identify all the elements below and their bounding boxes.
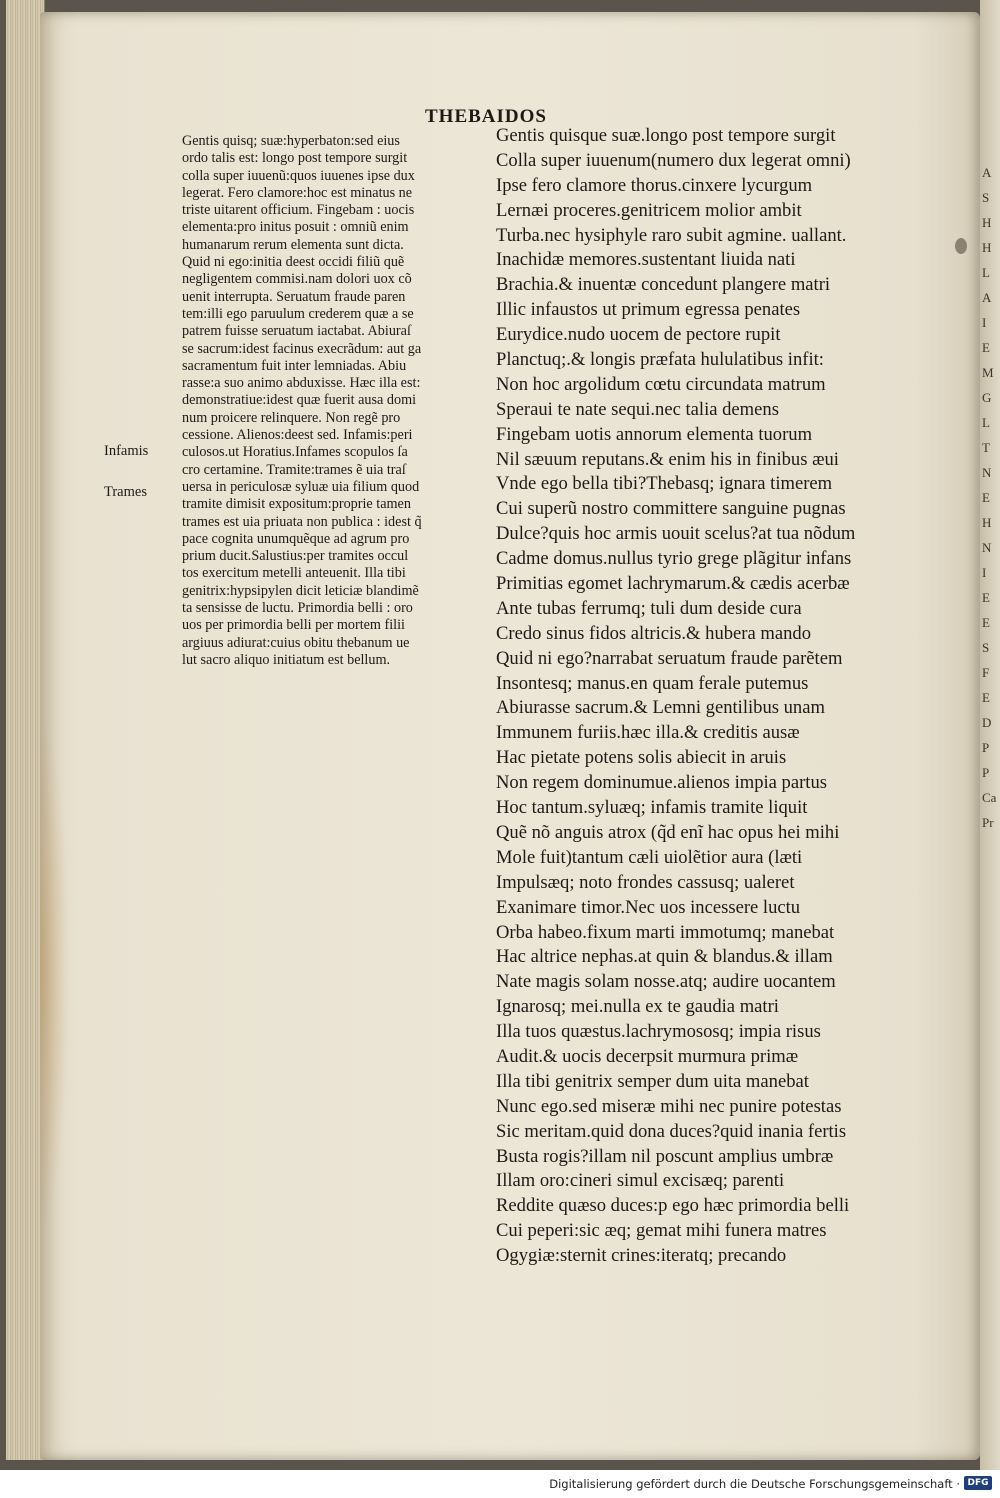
commentary-line: pace cognita unumquẽque ad agrum pro (182, 530, 410, 547)
commentary-line: demonstratiue:idest quæ fuerit ausa domi (182, 392, 417, 409)
commentary-line: negligentem commisi.nam dolori uox cõ (182, 271, 412, 288)
paper-blemish (955, 238, 967, 254)
commentary-line: ta sensisse de luctu. Primordia belli : oro (182, 600, 413, 617)
facing-page-letter: H (982, 215, 992, 230)
commentary-line: cro certamine. Tramite:trames ẽ uia traſ (182, 461, 406, 478)
verse-line: Cui superũ nostro committere sanguine pugnas (496, 498, 846, 520)
facing-page-letter: E (982, 340, 990, 355)
facing-page-letter: A (982, 165, 992, 180)
verse-line: Inachidæ memores.sustentant liuida nati (496, 249, 796, 271)
facing-page-letter: M (982, 365, 994, 380)
facing-page-letter: Pr (982, 815, 994, 830)
facing-page-letter: L (982, 415, 990, 430)
commentary-line: humanarum rerum elementa sunt dicta. (182, 236, 404, 253)
verse-line: Sic meritam.quid dona duces?quid inania fertis (496, 1120, 847, 1142)
facing-page-letter: E (982, 690, 990, 705)
dfg-logo-icon: DFG (964, 1476, 992, 1490)
commentary-line: tramite dimisit expositum:proprie tamen (182, 496, 411, 513)
facing-page-letter: T (982, 440, 990, 455)
verse-line: Dulce?quis hoc armis uouit scelus?at tua nõdum (496, 523, 856, 545)
facing-page-letter: H (982, 240, 992, 255)
verse-line: Quẽ nõ anguis atrox (q̃d enĩ hac opus hei mihi (496, 821, 840, 843)
verse-line: Cadme domus.nullus tyrio grege plãgitur infans (496, 548, 852, 570)
verse-line: Immunem furiis.hæc illa.& creditis ausæ (496, 722, 800, 744)
verse-line: Primitias egomet lachrymarum.& cædis acerbæ (496, 573, 850, 595)
verse-line: Hac altrice nephas.at quin & blandus.& illam (496, 946, 833, 968)
verse-line: Illa tuos quæstus.lachrymososq; impia risus (496, 1021, 821, 1043)
verse-line: Nate magis solam nosse.atq; audire uocantem (496, 971, 836, 993)
commentary-line: rasse:a suo animo abduxisse. Hæc illa est: (182, 375, 421, 392)
verse-line: Non regem dominumue.alienos impia partus (496, 772, 828, 794)
margin-note-trames: Trames (104, 484, 147, 500)
commentary-line: ordo talis est: longo post tempore surgit (182, 150, 408, 167)
verse-line: Colla super iuuenum(numero dux legerat omni) (496, 149, 851, 171)
facing-page-edge (980, 0, 1000, 1470)
commentary-line: tos exercitum metelli anteuenit. Illa tibi (182, 565, 406, 582)
verse-line: Hoc tantum.syluæq; infamis tramite liquit (496, 797, 808, 819)
commentary-line: Quid ni ego:initia deest occidi filiũ quẽ (182, 254, 405, 271)
commentary-line: legerat. Fero clamore:hoc est minatus ne (182, 184, 413, 201)
water-stain (40, 712, 70, 1232)
commentary-line: lut sacro aliquo initiatum est bellum. (182, 651, 391, 668)
facing-page-letter: I (982, 315, 987, 330)
facing-page-letter: P (982, 765, 990, 780)
verse-line: Nil sæuum reputans.& enim his in finibus æui (496, 448, 839, 470)
verse-line: Cui peperi:sic æq; gemat mihi funera matres (496, 1220, 827, 1242)
verse-line: Reddite quæso duces:p ego hæc primordia belli (496, 1195, 850, 1217)
commentary-line: tem:illi ego paruulum crederem quæ a se (182, 305, 414, 322)
verse-line: Brachia.& inuentæ concedunt plangere matri (496, 274, 831, 296)
verse-line: Eurydice.nudo uocem de pectore rupit (496, 324, 781, 346)
facing-page-letter: E (982, 615, 990, 630)
funding-credit: Digitalisierung gefördert durch die Deutsche Forschungsgemeinschaft · (549, 1477, 960, 1491)
commentary-line: trames est uia priuata non publica : idest q̃ (182, 513, 422, 530)
facing-page-letter: S (982, 640, 990, 655)
facing-page-letter: S (982, 190, 990, 205)
facing-page-letter: F (982, 665, 990, 680)
commentary-line: elementa:pro initus posuit : omniũ enim (182, 219, 409, 236)
commentary-line: Gentis quisq; suæ:hyperbaton:sed eius (182, 133, 400, 149)
verse-line: Abiurasse sacrum.& Lemni gentilibus unam (496, 697, 825, 719)
commentary-line: culosos.ut Horatius.Infames scopulos ſa (182, 444, 408, 461)
commentary-line: se sacrum:idest facinus execrãdum: aut ga (182, 340, 422, 357)
commentary-line: uenit interrupta. Seruatum fraude paren (182, 288, 406, 305)
verse-line: Non hoc argolidum cœtu circundata matrum (496, 373, 826, 395)
commentary-line: triste uitarent officium. Fingebam : uocis (182, 202, 415, 219)
verse-line: Nunc ego.sed miseræ mihi nec punire potestas (496, 1095, 842, 1117)
commentary-line: patrem fuisse seruatum iactabat. Abiuraſ (182, 323, 411, 340)
facing-page-letter: D (982, 715, 992, 730)
verse-line: Ignarosq; mei.nulla ex te gaudia matri (496, 996, 779, 1018)
verse-line: Busta rogis?illam nil poscunt amplius umbræ (496, 1145, 834, 1167)
commentary-line: uersa in periculosæ syluæ uia filium quod (182, 478, 420, 495)
verse-line: Gentis quisque suæ.longo post tempore surgit (496, 125, 836, 146)
facing-page-letter: E (982, 590, 990, 605)
commentary-line: num proicere relinquere. Non regẽ pro (182, 409, 401, 426)
commentary-line: colla super iuuenũ:quos iuuenes ipse dux (182, 167, 415, 184)
facing-page-letter: N (982, 540, 992, 555)
facing-page-letter: Ca (982, 790, 997, 805)
facing-page-letter: E (982, 490, 990, 505)
verse-column (496, 124, 916, 1269)
facing-page-letter: H (982, 515, 992, 530)
facing-page-letter: L (982, 265, 990, 280)
verse-line: Credo sinus fidos altricis.& hubera mando (496, 622, 812, 644)
facing-page-letter: I (982, 565, 987, 580)
footer-bar (0, 1470, 1000, 1498)
commentary-line: prium ducit.Salustius:per tramites occul (182, 548, 409, 565)
verse-line: Hac pietate potens solis abiecit in aruis (496, 747, 787, 769)
commentary-line: genitrix:hypsipylen dicit leticiæ blandimẽ (182, 582, 419, 599)
verse-line: Illic infaustos ut primum egressa penates (496, 299, 801, 321)
facing-page-text (982, 160, 1000, 835)
verse-line: Exanimare timor.Nec uos incessere luctu (496, 896, 801, 918)
verse-line: Ante tubas ferrumq; tuli dum deside cura (496, 597, 802, 619)
facing-page-letter: G (982, 390, 992, 405)
facing-page-letter: N (982, 465, 992, 480)
verse-line: Speraui te nate sequi.nec talia demens (496, 398, 779, 420)
running-head: THEBAIDOS (425, 106, 547, 127)
facing-page-letter: P (982, 740, 990, 755)
verse-line: Vnde ego bella tibi?Thebasq; ignara timerem (496, 473, 833, 495)
verse-line: Ipse fero clamore thorus.cinxere lycurgum (496, 174, 813, 196)
verse-line: Impulsæq; noto frondes cassusq; ualeret (496, 871, 795, 893)
commentary-line: cessione. Alienos:deest sed. Infamis:peri (182, 427, 413, 444)
commentary-line: sacramentum fuit inter lemniadas. Abiu (182, 357, 407, 374)
verse-line: Audit.& uocis decerpsit murmura primæ (496, 1045, 799, 1067)
verse-line: Planctuq;.& longis præfata hululatibus infit: (496, 349, 824, 371)
commentary-line: uos per primordia belli per mortem filii (182, 617, 406, 634)
verse-line: Insontesq; manus.en quam ferale putemus (496, 672, 809, 694)
verse-line: Mole fuit)tantum cæli uiolẽtior aura (læti (496, 846, 803, 868)
verse-line: Quid ni ego?narrabat seruatum fraude parẽtem (496, 647, 843, 669)
verse-line: Illa tibi genitrix semper dum uita manebat (496, 1070, 809, 1092)
verse-line: Ogygiæ:sternit crines:iteratq; precando (496, 1245, 787, 1267)
verse-line: Lernæi proceres.genitricem molior ambit (496, 199, 802, 221)
verse-line: Orba habeo.fixum marti immotumq; manebat (496, 921, 835, 943)
margin-note-infamis: Infamis (104, 443, 149, 459)
verse-line: Turba.nec hysiphyle raro subit agmine. uallant. (496, 224, 847, 246)
commentary-line: argiuus adiurat:cuius obitu thebanum ue (182, 634, 410, 651)
facing-page-letter: A (982, 290, 992, 305)
verse-line: Illam oro:cineri simul excisæq; parenti (496, 1170, 785, 1192)
verse-line: Fingebam uotis annorum elementa tuorum (496, 423, 813, 445)
commentary-column (182, 133, 492, 669)
